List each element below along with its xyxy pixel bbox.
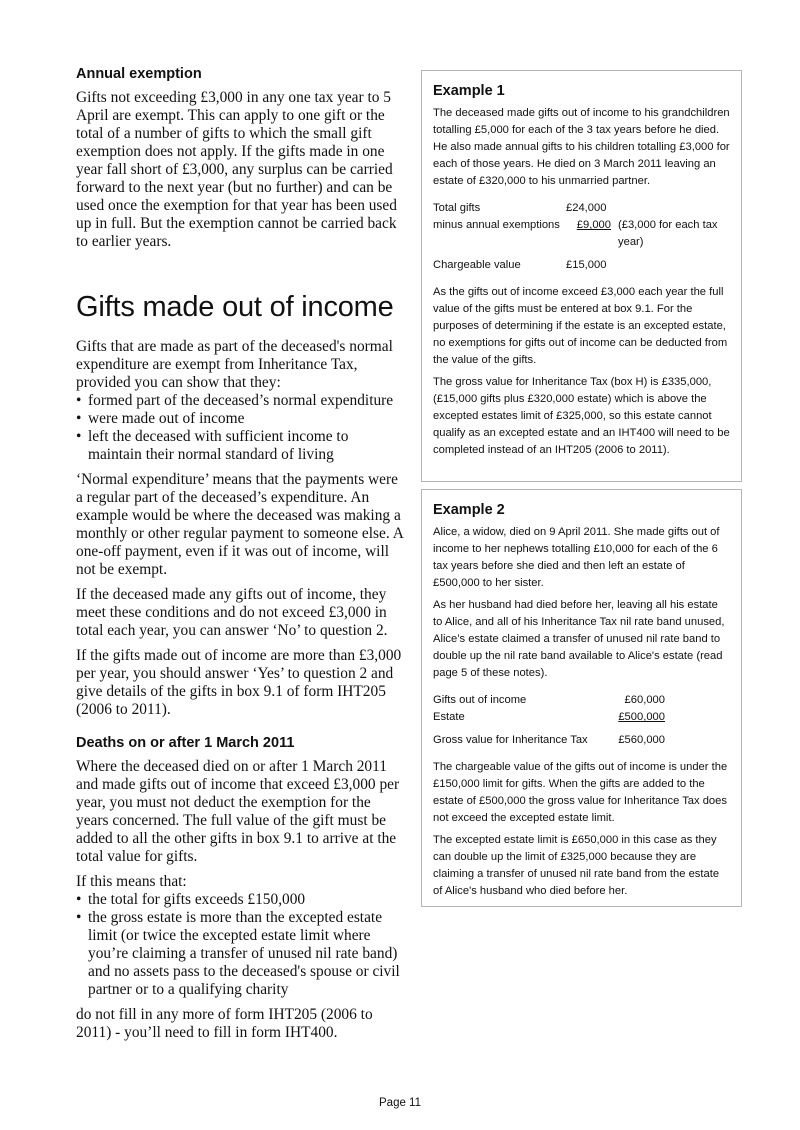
answer-no-text: If the deceased made any gifts out of income, they meet these conditions and do not exceed £3,000 in total each year, you can answer ‘No’ to question 2. — [76, 586, 388, 639]
example-2-intro: Alice, a widow, died on 9 April 2011. She made gifts out of income to her nephews totalling £10,000 for each of the 6 tax years before she died and then left an estate of £500,000 to her sister. — [433, 526, 720, 589]
example-2-calculation — [433, 692, 730, 749]
calc-row — [433, 257, 730, 274]
calc-label: Chargeable value — [433, 259, 521, 271]
calc-note: (£3,000 for each tax year) — [618, 219, 718, 248]
calc-row — [433, 692, 730, 709]
calc-label: minus annual exemptions — [433, 219, 560, 231]
calc-value: £60,000 — [624, 694, 665, 706]
example-1-intro: The deceased made gifts out of income to his grandchildren totalling £5,000 for each of the 3 tax years before he died. He also made annual gifts to his children totalling £3,000 for each of those years. He died on 3 March 2011 leaving an estate of £320,000 to his unmarried partner. — [433, 107, 730, 187]
example-1-box — [421, 70, 742, 482]
calc-value: £15,000 — [566, 259, 607, 271]
list-item: • were made out of income — [76, 410, 404, 428]
list-item: • left the deceased with sufficient income to maintain their normal standard of living — [76, 428, 404, 464]
if-means-text: If this means that: — [76, 873, 187, 890]
section-title: Gifts made out of income — [76, 291, 394, 323]
list-item: • the gross estate is more than the excepted estate limit (or twice the excepted estate limit where you’re claiming a transfer of unused nil rate band) and no assets pass to the deceased's spouse or civil partner or to a qualifying charity — [76, 909, 404, 999]
conditions-list — [76, 392, 404, 464]
calc-value: £24,000 — [566, 202, 607, 214]
example-2-para-2: The excepted estate limit is £650,000 in this case as they can double up the limit of £325,000 because they are claiming a transfer of unused nil rate band from the estate of Alice's husband who died before her. — [433, 834, 720, 897]
normal-expenditure-text: ‘Normal expenditure’ means that the payments were a regular part of the deceased’s expenditure. An example would be where the deceased was making a monthly or other regular payment to someone else. A one-off payment, even if it was out of income, will not be exempt. — [76, 471, 403, 578]
gifts-intro-text: Gifts that are made as part of the deceased's normal expenditure are exempt from Inheritance Tax, provided you can show that they: — [76, 338, 393, 391]
calc-value: £500,000 — [618, 711, 665, 723]
annual-exemption-heading: Annual exemption — [76, 66, 202, 82]
list-item: • formed part of the deceased’s normal expenditure — [76, 392, 404, 410]
example-2-para-1: The chargeable value of the gifts out of income is under the £150,000 limit for gifts. When the gifts are added to the estate of £500,000 the gross value for Inheritance Tax does not exceed the excepted estate limit. — [433, 761, 728, 824]
calc-row — [433, 709, 730, 726]
main-column — [76, 66, 404, 1049]
calc-row — [433, 217, 730, 251]
deaths-text: Where the deceased died on or after 1 March 2011 and made gifts out of income that exceed £3,000 per year, you must not deduct the exemption for the years concerned. The full value of the gift must be added to all the other gifts in box 9.1 to arrive at the total value for gifts. — [76, 758, 400, 865]
calc-value: £9,000 — [576, 219, 611, 231]
calc-label: Total gifts — [433, 202, 481, 214]
calc-label: Gifts out of income — [433, 694, 527, 706]
deaths-heading: Deaths on or after 1 March 2011 — [76, 735, 295, 751]
calc-row — [433, 200, 730, 217]
example-1-para-1: As the gifts out of income exceed £3,000 each year the full value of the gifts must be entered at box 9.1. For the purposes of determining if the estate is an excepted estate, no exemptions for gifts out of income can be deducted from the value of the gifts. — [433, 286, 728, 366]
annual-exemption-text: Gifts not exceeding £3,000 in any one tax year to 5 April are exempt. This can apply to one gift or the total of a number of gifts to which the small gift exemption does not apply. If the gifts made in one year fall short of £3,000, any surplus can be carried forward to the next year (but no further) and can be used once the exemption for that year has been used up in full. But the exemption cannot be carried back to earlier years. — [76, 89, 397, 250]
example-1-calculation — [433, 200, 730, 274]
example-2-box — [421, 489, 742, 907]
example-2-title: Example 2 — [433, 502, 505, 518]
example-1-para-2: The gross value for Inheritance Tax (box H) is £335,000, (£15,000 gifts plus £320,000 estate) which is above the excepted estates limit of £325,000, so this estate cannot qualify as an excepted estate and an IHT400 will need to be completed instead of an IHT205 (2006 to 2011). — [433, 376, 730, 456]
calc-row — [433, 732, 730, 749]
calc-label: Gross value for Inheritance Tax — [433, 734, 588, 746]
example-2-husband-text: As her husband had died before her, leaving all his estate to Alice, and all of his Inheritance Tax nil rate band unused, Alice’s estate claimed a transfer of unused nil rate band to double up the nil rate band available to Alice's estate (read page 5 of these notes). — [433, 599, 725, 679]
list-item: • the total for gifts exceeds £150,000 — [76, 891, 404, 909]
page-number: Page 11 — [379, 1097, 421, 1109]
answer-yes-text: If the gifts made out of income are more than £3,000 per year, you should answer ‘Yes’ to question 2 and give details of the gifts in box 9.1 of form IHT205 (2006 to 2011). — [76, 647, 402, 718]
means-list — [76, 891, 404, 999]
closing-text: do not fill in any more of form IHT205 (2006 to 2011) - you’ll need to fill in form IHT400. — [76, 1006, 373, 1041]
calc-value: £560,000 — [618, 734, 665, 746]
calc-label: Estate — [433, 711, 465, 723]
example-1-title: Example 1 — [433, 83, 505, 99]
